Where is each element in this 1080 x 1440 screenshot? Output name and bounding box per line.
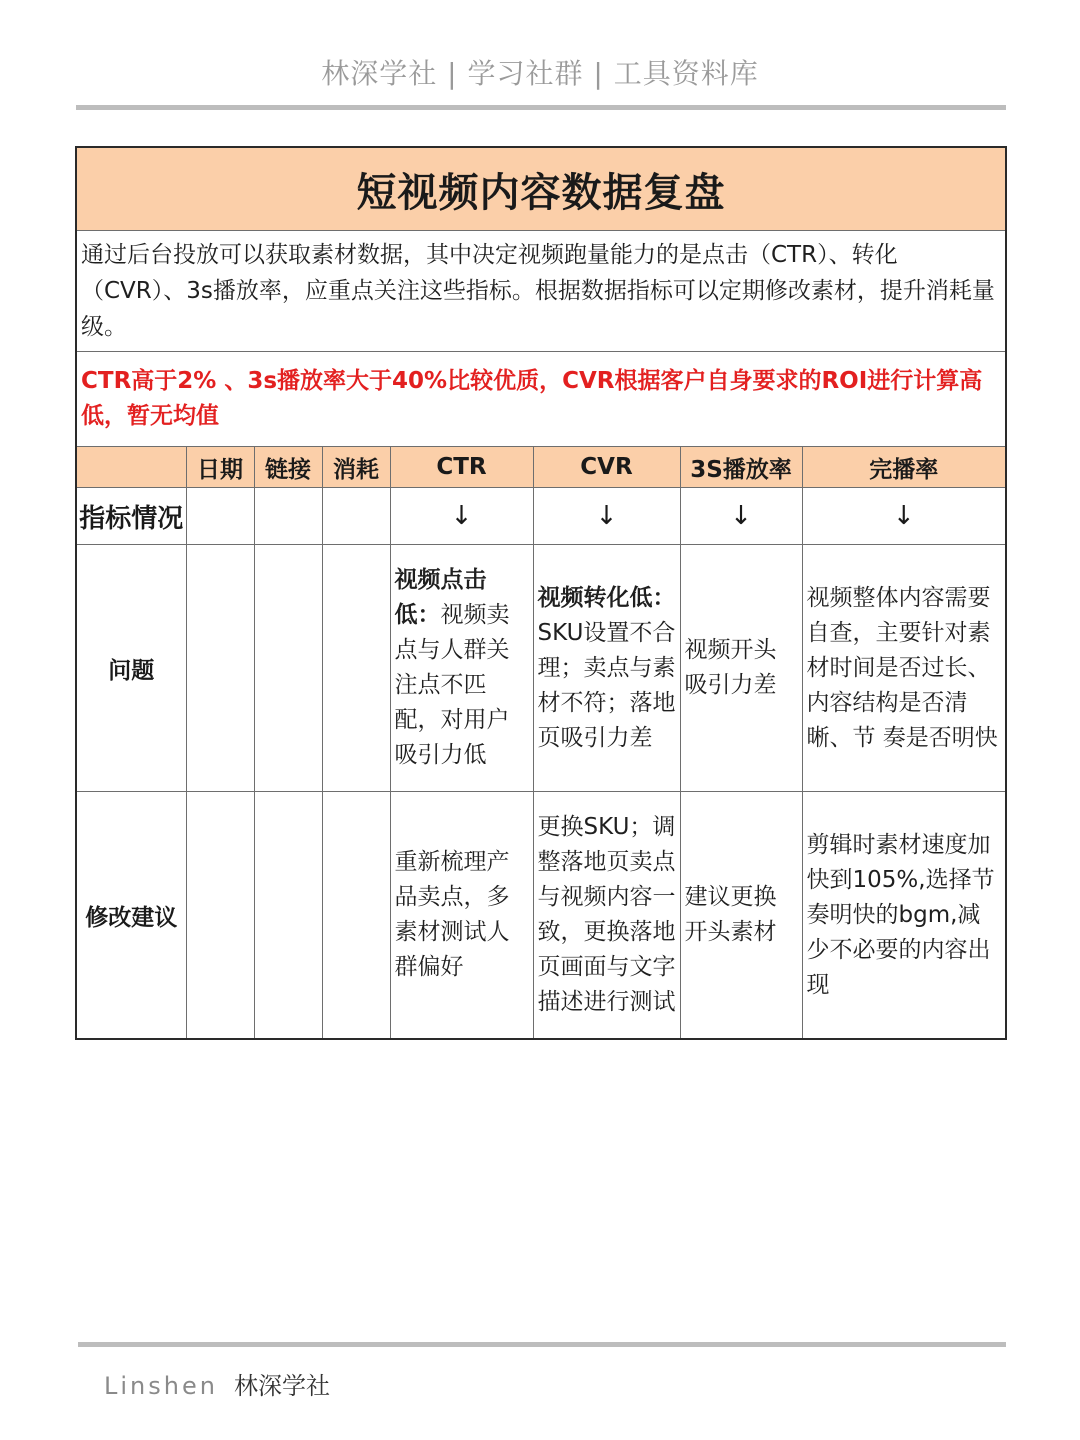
column-header-cvr: CVR — [533, 447, 680, 488]
column-header-blank — [76, 447, 186, 488]
footer-brand-en: Linshen — [104, 1372, 218, 1400]
ctr-down-arrow-icon: ↓ — [390, 488, 533, 545]
header-brand: 林深学社 | 学习社群 | 工具资料库 — [321, 57, 759, 90]
review-table — [75, 146, 1007, 1040]
suggestion-cvr-cell: 更换SKU；调整落地页卖点与视频内容一致，更换落地页画面与文字描述进行测试 — [533, 792, 680, 1040]
column-header-spend: 消耗 — [322, 447, 390, 488]
problem-ctr-text: 视频卖点与人群关注点不匹配，对用户吸引力低 — [394, 602, 510, 768]
problem-completion-cell: 视频整体内容需要自查，主要针对素材时间是否过长、内容结构是否清晰、节 奏是否明快 — [802, 545, 1006, 792]
problem-cvr-heading: 视频转化低： — [537, 584, 676, 611]
benchmark-note: CTR高于2% 、3s播放率大于40%比较优质，CVR根据客户自身要求的ROI进行计算高低，暂无均值 — [76, 352, 1006, 447]
suggestion-completion-cell: 剪辑时素材速度加快到105%,选择节奏明快的bgm,减少不必要的内容出现 — [802, 792, 1006, 1040]
problem-link-cell — [254, 545, 322, 792]
problem-date-cell — [186, 545, 254, 792]
suggestion-label: 修改建议 — [76, 792, 186, 1040]
problem-label: 问题 — [76, 545, 186, 792]
problem-spend-cell — [322, 545, 390, 792]
indicator-link-cell — [254, 488, 322, 545]
suggestion-link-cell — [254, 792, 322, 1040]
indicator-spend-cell — [322, 488, 390, 545]
column-header-link: 链接 — [254, 447, 322, 488]
problem-ctr-heading: 视频点击低： — [394, 567, 487, 628]
indicator-date-cell — [186, 488, 254, 545]
indicator-row — [76, 488, 1006, 545]
table-title: 短视频内容数据复盘 — [76, 147, 1006, 231]
problem-cvr-cell — [533, 545, 680, 792]
suggestion-ctr-cell: 重新梳理产品卖点，多素材测试人群偏好 — [390, 792, 533, 1040]
indicator-label: 指标情况 — [76, 488, 186, 545]
footer-brand — [104, 1366, 330, 1401]
suggestion-date-cell — [186, 792, 254, 1040]
column-header-date: 日期 — [186, 447, 254, 488]
top-divider — [76, 105, 1006, 110]
suggestion-spend-cell — [322, 792, 390, 1040]
play3s-down-arrow-icon: ↓ — [680, 488, 802, 545]
intro-text: 通过后台投放可以获取素材数据，其中决定视频跑量能力的是点击（CTR）、转化（CVR）、3s播放率，应重点关注这些指标。根据数据指标可以定期修改素材，提升消耗量级。 — [76, 231, 1006, 352]
column-header-ctr: CTR — [390, 447, 533, 488]
suggestion-row — [76, 792, 1006, 1040]
completion-down-arrow-icon: ↓ — [802, 488, 1006, 545]
column-header-completion-rate: 完播率 — [802, 447, 1006, 488]
column-header-3s-play-rate: 3S播放率 — [680, 447, 802, 488]
bottom-divider — [78, 1342, 1006, 1347]
column-header-row — [76, 447, 1006, 488]
problem-play3s-cell: 视频开头吸引力差 — [680, 545, 802, 792]
cvr-down-arrow-icon: ↓ — [533, 488, 680, 545]
problem-row — [76, 545, 1006, 792]
problem-ctr-cell — [390, 545, 533, 792]
problem-cvr-text: SKU设置不合理；卖点与素材不符；落地页吸引力差 — [537, 619, 676, 751]
suggestion-play3s-cell: 建议更换开头素材 — [680, 792, 802, 1040]
footer-brand-cn: 林深学社 — [233, 1372, 330, 1400]
